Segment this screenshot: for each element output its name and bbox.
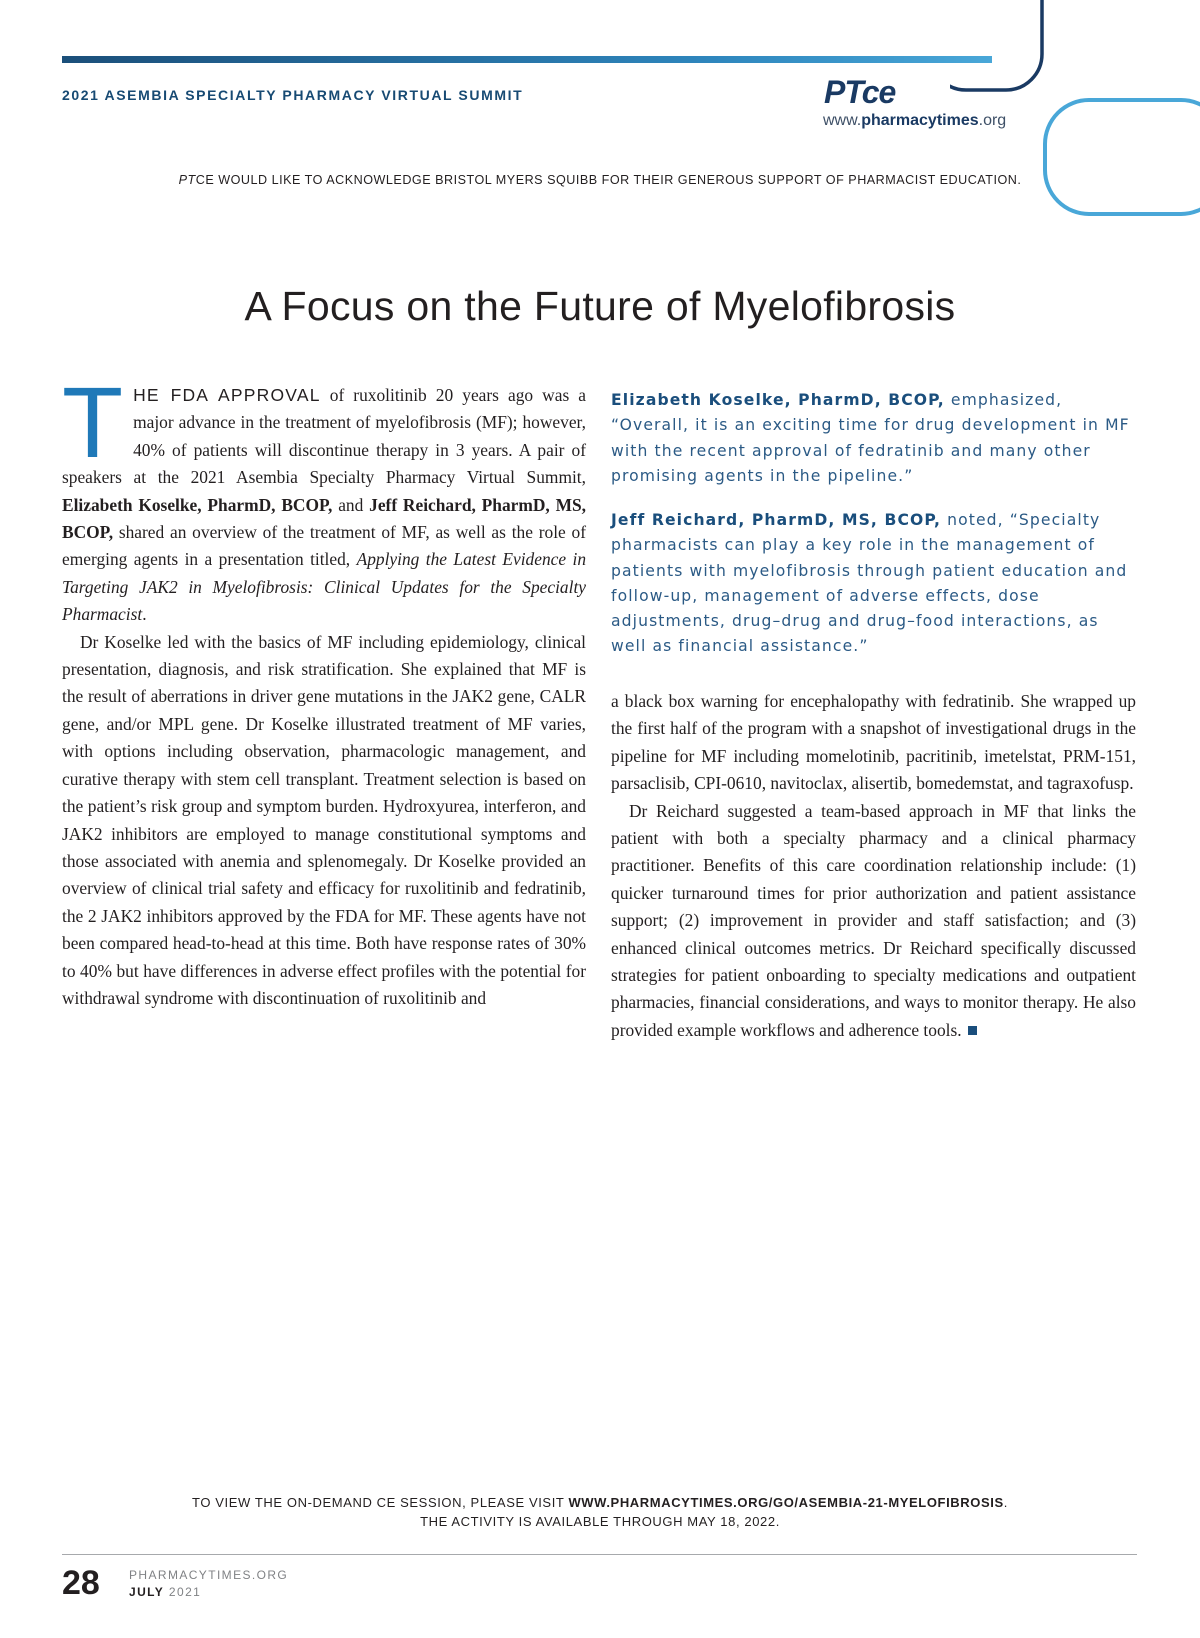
intro-and: and bbox=[332, 494, 370, 515]
end-mark-icon bbox=[968, 1026, 977, 1035]
pull-quote-reichard bbox=[611, 508, 1136, 660]
publication-name: PHARMACYTIMES.ORG bbox=[129, 1568, 289, 1582]
intro-end: . bbox=[142, 604, 147, 625]
speaker-1-name: Elizabeth Koselke, PharmD, BCOP, bbox=[62, 494, 333, 515]
pull-quote-koselke bbox=[611, 388, 1136, 489]
footer-cta-url[interactable]: WWW.PHARMACYTIMES.ORG/GO/ASEMBIA-21-MYELOFIBROSIS bbox=[568, 1495, 1004, 1510]
quote-speaker: Jeff Reichard, PharmD, MS, BCOP, bbox=[611, 511, 942, 529]
publication-month: JULY bbox=[129, 1585, 165, 1599]
decorative-rounded-shapes bbox=[950, 0, 1200, 240]
paragraph-intro bbox=[62, 367, 587, 629]
publication-year: 2021 bbox=[168, 1585, 202, 1599]
paragraph-koselke-continued: a black box warning for encephalopathy with fedratinib. She wrapped up the first half of the program with a snapshot of investigational drugs in the pipeline for MF including momelotinib, pacritinib, imetelstat, PRM-151, parsaclisib, CPI-0610, navitoclax, alisertib, bomedemstat, and tagraxofusp. bbox=[611, 691, 1136, 794]
logo-url-suffix: .org bbox=[978, 112, 1007, 129]
footer-cta-period: . bbox=[1003, 1495, 1008, 1510]
logo-url-domain: pharmacytimes bbox=[861, 112, 979, 129]
decorative-dark-shape bbox=[950, 0, 1042, 90]
logo-url-prefix: www. bbox=[823, 112, 862, 129]
summit-title: 2021 ASEMBIA SPECIALTY PHARMACY VIRTUAL SUMMIT bbox=[62, 87, 524, 103]
presentation-title: Applying the Latest Evidence in Targeting JAK2 in Myelofibrosis: Clinical Updates for the Specialty Pharmacist bbox=[62, 549, 587, 625]
ptce-logo: PTce bbox=[824, 74, 896, 110]
drop-cap: T bbox=[62, 367, 124, 479]
publication-date bbox=[129, 1585, 201, 1599]
decorative-light-shape bbox=[1045, 100, 1200, 214]
lead-caps: HE FDA APPROVAL bbox=[133, 385, 321, 405]
quote-text: “Overall, it is an exciting time for drug development in MF with the recent approval of fedratinib and many other promising agents in the pipeline.” bbox=[611, 416, 1130, 485]
quote-text: “Specialty pharmacists can play a key role in the management of patients with myelofibrosis through patient education and follow-up, management of adverse effects, dose adjustments, drug–drug and drug–food interactions, as well as financial assistance.” bbox=[611, 511, 1128, 656]
quote-verb: noted, bbox=[941, 511, 1010, 529]
page-number: 28 bbox=[62, 1564, 100, 1602]
decorative-light-fill bbox=[1070, 0, 1200, 50]
quote-verb: emphasized, bbox=[944, 391, 1063, 409]
footer-cta bbox=[0, 1493, 1200, 1531]
right-column bbox=[611, 688, 1136, 1044]
reichard-text: Dr Reichard suggested a team-based approach in MF that links the patient with both a specialty pharmacy and a clinical pharmacy practitioner. Benefits of this care coordination relationship include: (1) quicker turnaround times for prior authorization and patient assistance support; (2) improvement in provider and staff satisfaction; and (3) enhanced clinical outcomes metrics. Dr Reichard specifically discussed strategies for patient onboarding to specialty medications and outpatient pharmacies, financial considerations, and ways to monitor therapy. He also provided example workflows and adherence tools. bbox=[611, 800, 1136, 1040]
sponsor-acknowledgement bbox=[0, 173, 1200, 187]
left-column bbox=[62, 367, 587, 1012]
ack-text: CE WOULD LIKE TO ACKNOWLEDGE BRISTOL MYERS SQUIBB FOR THEIR GENEROUS SUPPORT OF PHARMACIST EDUCATION. bbox=[195, 173, 1022, 187]
quote-speaker: Elizabeth Koselke, PharmD, BCOP, bbox=[611, 391, 945, 409]
footer-cta-line1 bbox=[0, 1493, 1200, 1512]
speaker-2-name: Jeff Reichard, PharmD, MS, BCOP, bbox=[62, 494, 587, 543]
paragraph-reichard bbox=[611, 798, 1136, 1045]
footer-rule bbox=[62, 1554, 1137, 1555]
ack-italic-prefix: PT bbox=[178, 173, 196, 187]
header-rule bbox=[62, 56, 992, 63]
article-title: A Focus on the Future of Myelofibrosis bbox=[244, 283, 956, 329]
paragraph-koselke: Dr Koselke led with the basics of MF including epidemiology, clinical presentation, diagnosis, and risk stratification. She explained that MF is the result of aberrations in driver gene mutations in the JAK2 gene, CALR gene, and/or MPL gene. Dr Koselke illustrated treatment of MF varies, with options including observation, pharmacologic management, and curative therapy with stem cell transplant. Treatment selection is based on the patient’s risk group and symptom burden. Hydroxyurea, interferon, and JAK2 inhibitors are employed to manage constitutional symptoms and those associated with anemia and splenomegaly. Dr Koselke provided an overview of clinical trial safety and efficacy for ruxolitinib and fedratinib, the 2 JAK2 inhibitors approved by the FDA for MF. These agents have not been compared head-to-head at this time. Both have response rates of 30% to 40% but have differences in adverse effect profiles with the potential for withdrawal syndrome with discontinuation of ruxolitinib and bbox=[62, 631, 586, 1008]
footer-cta-prefix: TO VIEW THE ON-DEMAND CE SESSION, PLEASE VISIT bbox=[192, 1495, 569, 1510]
intro-text-a: of ruxolitinib 20 years ago was a major advance in the treatment of myelofibrosis (MF); however, 40% of patients will discontinue therapy in 3 years. A pair of speakers at the 2021 Asembia Specialty Pharmacy Virtual Summit, bbox=[62, 385, 586, 488]
intro-text-b: shared an overview of the treatment of MF, as well as the role of emerging agents in a presentation titled, bbox=[62, 522, 586, 570]
footer-cta-line2: THE ACTIVITY IS AVAILABLE THROUGH MAY 18, 2022. bbox=[420, 1514, 780, 1529]
